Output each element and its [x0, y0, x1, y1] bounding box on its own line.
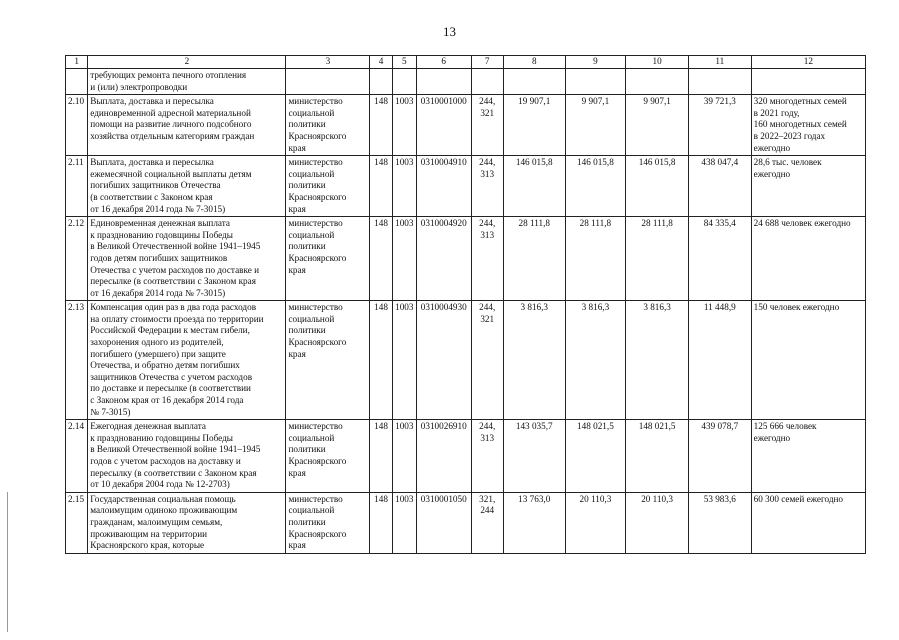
cell-amount-year1: 19 907,1 [503, 95, 565, 156]
column-header-11: 11 [688, 56, 751, 69]
cell-expected-result [751, 301, 865, 420]
scan-margin-line [7, 492, 8, 632]
table-row [66, 217, 866, 301]
cell-amount-year2: 3 816,3 [565, 301, 626, 420]
cell-measure-name-line: Единовременная денежная выплата [90, 218, 230, 229]
cell-empty [688, 69, 751, 95]
cell-executor-line: социальной [288, 313, 335, 324]
cell-expense-type-line: 244, [479, 302, 496, 313]
cell-row-number: 2.12 [66, 217, 88, 301]
cell-measure-name-line: ежемесячной социальной выплаты детям [90, 168, 252, 179]
cell-executor-line: края [288, 264, 306, 275]
cell-expected-result-line: ежегодно [753, 142, 791, 153]
cell-amount-year1: 28 111,8 [503, 217, 565, 301]
cell-measure-name-line: по доставке и пересылке (в соответствии [90, 383, 251, 394]
cell-measure-name-line: хозяйства отдельным категориям граждан [90, 130, 255, 141]
cell-executor-line: социальной [288, 229, 335, 240]
cell-target-code: 0310001000 [416, 95, 471, 156]
cell-measure-name-line: от 10 декабря 2004 года № 12-2703) [90, 479, 230, 490]
cell-measure-name-line: защитников Отечества с учетом расходов [90, 371, 253, 382]
cell-grbs-code: 148 [370, 156, 392, 217]
column-header-10: 10 [626, 56, 689, 69]
cell-executor-line: политики [288, 444, 326, 455]
cell-executor-line: социальной [288, 505, 335, 516]
cell-expected-result-line: 28,6 тыс. человек [753, 157, 822, 168]
cell-measure-name-line: (в соответствии с Законом края [90, 191, 213, 202]
cell-executor [286, 217, 370, 301]
cell-measure-name-line: Государственная социальная помощь [90, 493, 236, 504]
cell-executor-line: Красноярского [288, 337, 347, 348]
cell-target-code: 0310026910 [416, 420, 471, 493]
cell-expense-type [471, 95, 503, 156]
header-row [66, 56, 866, 69]
cell-measure-name-line: № 7-3015) [90, 406, 131, 417]
cell-measure-name-line: Отечества с учетом расходов по доставке и [90, 264, 260, 275]
cell-amount-total: 438 047,4 [688, 156, 751, 217]
cell-measure-name-line: пересылку (в соответствии с Законом края [90, 467, 257, 478]
column-header-2: 2 [88, 56, 286, 69]
cell-no [66, 69, 88, 95]
cell-empty [751, 69, 865, 95]
cell-row-number: 2.11 [66, 156, 88, 217]
cell-expected-result-line: 150 человек ежегодно [753, 302, 840, 313]
cell-row-number: 2.10 [66, 95, 88, 156]
page-number: 13 [443, 24, 456, 39]
cell-measure-name [88, 95, 286, 156]
cell-executor-line: края [288, 540, 306, 551]
cell-executor-line: края [288, 142, 306, 153]
cell-measure-name-line: от 16 декабря 2014 года № 7-3015) [90, 287, 226, 298]
cell-amount-total: 439 078,7 [688, 420, 751, 493]
column-header-6: 6 [416, 56, 471, 69]
cell-expected-result [751, 420, 865, 493]
cell-empty [626, 69, 689, 95]
cell-name-continuation [88, 69, 286, 95]
cell-empty [503, 69, 565, 95]
cell-executor-line: министерство [288, 421, 343, 432]
table-row [66, 420, 866, 493]
cell-executor-line: социальной [288, 432, 335, 443]
cell-measure-name [88, 217, 286, 301]
cell-row-number: 2.15 [66, 492, 88, 553]
cell-expected-result-line: в 2021 году, [753, 107, 800, 118]
cell-measure-name-line: захоронения одного из родителей, [90, 337, 224, 348]
table-row [66, 95, 866, 156]
cell-grbs-code: 148 [370, 301, 392, 420]
cell-name-continuation-line: требующих ремонта печного отопления [90, 70, 247, 80]
cell-empty [370, 69, 392, 95]
cell-target-code: 0310004910 [416, 156, 471, 217]
cell-executor-line: социальной [288, 168, 335, 179]
cell-measure-name-line: в Великой Отечественной войне 1941–1945 [90, 444, 261, 455]
cell-expense-type-line: 321, [479, 493, 496, 504]
column-header-12: 12 [751, 56, 865, 69]
cell-amount-year2: 148 021,5 [565, 420, 626, 493]
cell-amount-year3: 9 907,1 [626, 95, 689, 156]
cell-target-code: 0310004930 [416, 301, 471, 420]
cell-measure-name-line: Красноярского края, которые [90, 540, 205, 551]
cell-executor-line: министерство [288, 302, 343, 313]
cell-section-code: 1003 [392, 301, 416, 420]
cell-measure-name-line: помощи на развитие личного подсобного [90, 119, 252, 130]
cell-measure-name-line: малоимущим одиноко проживающим [90, 505, 238, 516]
cell-measure-name [88, 420, 286, 493]
cell-section-code: 1003 [392, 492, 416, 553]
column-header-7: 7 [471, 56, 503, 69]
column-header-1: 1 [66, 56, 88, 69]
cell-empty [286, 69, 370, 95]
column-header-8: 8 [503, 56, 565, 69]
cell-measure-name-line: от 16 декабря 2014 года № 7-3015) [90, 203, 226, 214]
cell-executor-line: Красноярского [288, 252, 347, 263]
cell-name-continuation-line: и (или) электропроводки [90, 81, 188, 92]
cell-expected-result-line: 320 многодетных семей [753, 96, 847, 107]
cell-expected-result-line: ежегодно [753, 168, 791, 179]
cell-executor-line: министерство [288, 96, 343, 107]
cell-amount-year2: 20 110,3 [565, 492, 626, 553]
cell-measure-name [88, 492, 286, 553]
cell-grbs-code: 148 [370, 492, 392, 553]
cell-measure-name-line: Отечества, и обратно детям погибших [90, 360, 240, 371]
cell-executor-line: политики [288, 516, 326, 527]
cell-measure-name-line: на оплату стоимости проезда по территории [90, 313, 264, 324]
cell-executor [286, 301, 370, 420]
cell-grbs-code: 148 [370, 420, 392, 493]
cell-amount-year1: 13 763,0 [503, 492, 565, 553]
cell-expected-result-line: в 2022–2023 годах [753, 130, 826, 141]
cell-expense-type [471, 492, 503, 553]
cell-measure-name-line: Компенсация один раз в два года расходов [90, 302, 257, 313]
cell-expected-result-line: ежегодно [753, 432, 791, 443]
cell-amount-year1: 146 015,8 [503, 156, 565, 217]
cell-amount-total: 84 335,4 [688, 217, 751, 301]
cell-amount-year3: 20 110,3 [626, 492, 689, 553]
cell-amount-total: 11 448,9 [688, 301, 751, 420]
cell-amount-year1: 143 035,7 [503, 420, 565, 493]
cell-section-code: 1003 [392, 420, 416, 493]
cell-amount-year2: 28 111,8 [565, 217, 626, 301]
cell-measure-name [88, 156, 286, 217]
cell-executor-line: политики [288, 325, 326, 336]
cell-expense-type-line: 321 [480, 107, 495, 118]
cell-expense-type [471, 156, 503, 217]
cell-measure-name-line: к празднованию годовщины Победы [90, 432, 233, 443]
cell-amount-year3: 28 111,8 [626, 217, 689, 301]
cell-expense-type-line: 313 [480, 168, 495, 179]
column-header-5: 5 [392, 56, 416, 69]
cell-measure-name-line: погибшего (умершего) при защите [90, 348, 226, 359]
cell-amount-year3: 148 021,5 [626, 420, 689, 493]
table-row [66, 492, 866, 553]
cell-expected-result [751, 492, 865, 553]
cell-empty [392, 69, 416, 95]
cell-measure-name-line: Выплата, доставка и пересылка [90, 157, 214, 168]
cell-expected-result [751, 95, 865, 156]
cell-measure-name-line: гражданам, малоимущим семьям, [90, 516, 223, 527]
cell-executor [286, 420, 370, 493]
cell-executor-line: министерство [288, 157, 343, 168]
cell-executor-line: Красноярского [288, 456, 347, 466]
cell-executor-line: Красноярского [288, 130, 347, 141]
cell-expense-type-line: 244 [480, 505, 495, 516]
cell-expense-type-line: 244, [479, 96, 496, 107]
cell-measure-name-line: годов с учетом расходов на доставку и [90, 456, 241, 466]
cell-empty [471, 69, 503, 95]
cell-expense-type [471, 217, 503, 301]
cell-amount-year2: 9 907,1 [565, 95, 626, 156]
cell-measure-name-line: с Законом края от 16 декабря 2014 года [90, 395, 244, 406]
cell-executor-line: политики [288, 180, 326, 191]
cell-executor-line: Красноярского [288, 528, 347, 539]
cell-executor-line: социальной [288, 107, 335, 118]
column-header-3: 3 [286, 56, 370, 69]
cell-measure-name-line: в Великой Отечественной войне 1941–1945 [90, 241, 261, 252]
cell-expected-result-line: 160 многодетных семей [753, 119, 847, 130]
cell-section-code: 1003 [392, 95, 416, 156]
cell-executor-line: Красноярского [288, 191, 347, 202]
cell-expected-result-line: 24 688 человек ежегодно [753, 218, 851, 229]
column-header-4: 4 [370, 56, 392, 69]
cell-expense-type-line: 244, [479, 421, 496, 432]
cell-target-code: 0310001050 [416, 492, 471, 553]
cell-executor-line: края [288, 467, 306, 478]
cell-executor [286, 492, 370, 553]
cell-amount-year2: 146 015,8 [565, 156, 626, 217]
cell-executor [286, 95, 370, 156]
table-body [66, 69, 866, 554]
cell-expense-type-line: 321 [480, 313, 495, 324]
cell-row-number: 2.13 [66, 301, 88, 420]
cell-executor [286, 156, 370, 217]
table-row [66, 156, 866, 217]
budget-table [65, 55, 866, 554]
cell-row-number: 2.14 [66, 420, 88, 493]
cell-measure-name-line: погибших защитников Отечества [90, 180, 221, 191]
cell-empty [565, 69, 626, 95]
cell-expense-type-line: 313 [480, 229, 495, 240]
cell-amount-year1: 3 816,3 [503, 301, 565, 420]
cell-measure-name-line: проживающим на территории [90, 528, 208, 539]
cell-executor-line: политики [288, 241, 326, 252]
cell-expense-type [471, 420, 503, 493]
cell-measure-name-line: Выплата, доставка и пересылка [90, 96, 214, 107]
cell-executor-line: министерство [288, 493, 343, 504]
column-header-9: 9 [565, 56, 626, 69]
cell-grbs-code: 148 [370, 95, 392, 156]
cell-measure-name-line: единовременной адресной материальной [90, 107, 251, 118]
cell-grbs-code: 148 [370, 217, 392, 301]
table-row [66, 301, 866, 420]
cell-expected-result [751, 217, 865, 301]
cell-measure-name-line: Российской Федерации к местам гибели, [90, 325, 250, 336]
cell-measure-name-line: Ежегодная денежная выплата [90, 421, 206, 432]
cell-executor-line: края [288, 348, 306, 359]
cell-amount-total: 53 983,6 [688, 492, 751, 553]
cell-executor-line: политики [288, 119, 326, 130]
cell-expense-type-line: 244, [479, 218, 496, 229]
cell-measure-name-line: годов детям погибших защитников [90, 252, 228, 263]
cell-expense-type-line: 313 [480, 432, 495, 443]
cell-executor-line: края [288, 203, 306, 214]
cell-expense-type-line: 244, [479, 157, 496, 168]
table-row-continuation [66, 69, 866, 95]
cell-empty [416, 69, 471, 95]
cell-executor-line: министерство [288, 218, 343, 229]
cell-amount-total: 39 721,3 [688, 95, 751, 156]
cell-expense-type [471, 301, 503, 420]
cell-expected-result [751, 156, 865, 217]
cell-measure-name-line: к празднованию годовщины Победы [90, 229, 233, 240]
cell-section-code: 1003 [392, 156, 416, 217]
cell-section-code: 1003 [392, 217, 416, 301]
cell-amount-year3: 3 816,3 [626, 301, 689, 420]
cell-amount-year3: 146 015,8 [626, 156, 689, 217]
cell-measure-name [88, 301, 286, 420]
cell-target-code: 0310004920 [416, 217, 471, 301]
cell-expected-result-line: 60 300 семей ежегодно [753, 493, 844, 504]
cell-measure-name-line: пересылке (в соответствии с Законом края [90, 276, 256, 287]
cell-expected-result-line: 125 666 человек [753, 421, 817, 432]
